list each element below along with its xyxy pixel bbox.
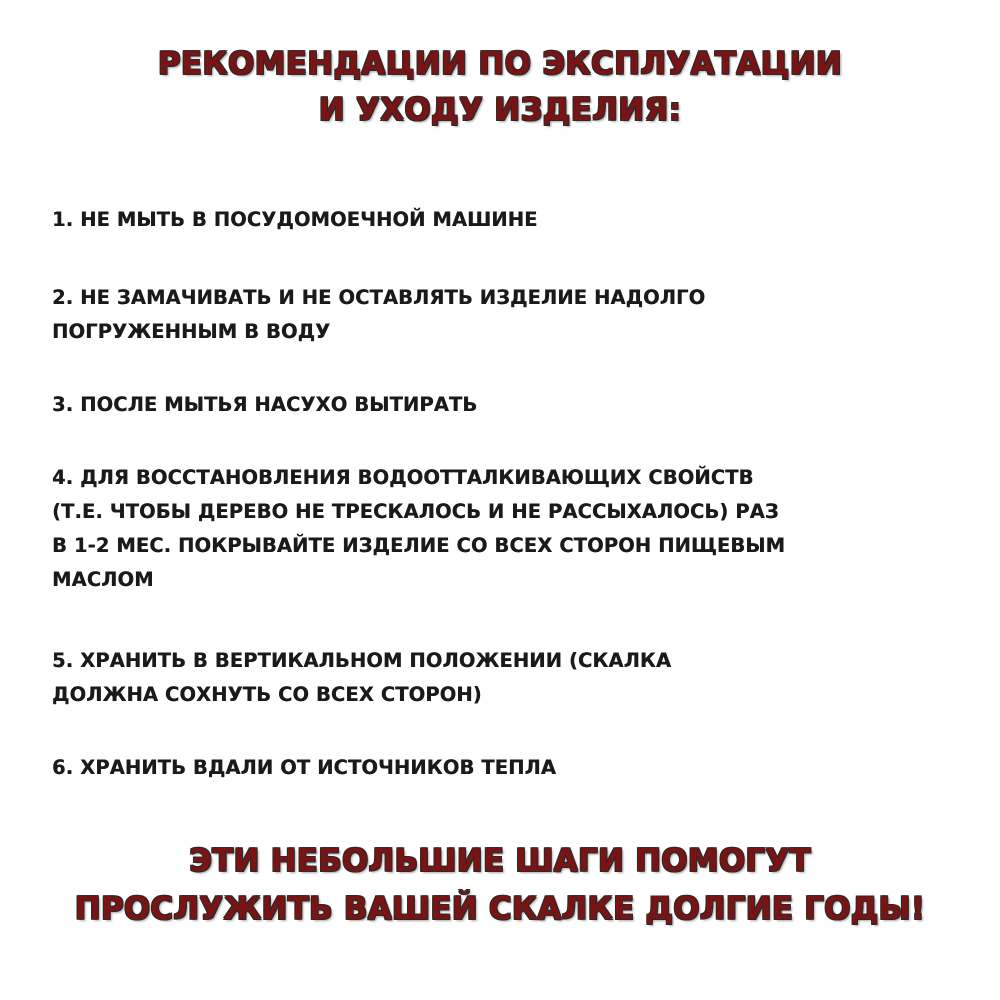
rule-item-4 [52,461,972,597]
title-line-2: И УХОДУ ИЗДЕЛИЯ: [318,92,682,128]
rule-1-line-1: 1. НЕ МЫТЬ В ПОСУДОМОЕЧНОЙ МАШИНЕ [52,208,538,231]
rule-5-line-2: ДОЛЖНА СОХНУТЬ СО ВСЕХ СТОРОН) [52,683,482,706]
rule-2-line-2: ПОГРУЖЕННЫМ В ВОДУ [52,320,331,343]
rule-item-6 [52,751,972,785]
footer-line-1: ЭТИ НЕБОЛЬШИЕ ШАГИ ПОМОГУТ [189,843,811,879]
rule-item-1 [52,203,972,237]
rule-4-line-3: В 1-2 МЕС. ПОКРЫВАЙТЕ ИЗДЕЛИЕ СО ВСЕХ СТОРОН ПИЩЕВЫМ [52,534,786,557]
rule-2-line-1: 2. НЕ ЗАМАЧИВАТЬ И НЕ ОСТАВЛЯТЬ ИЗДЕЛИЕ НАДОЛГО [52,286,706,309]
rule-3-line-1: 3. ПОСЛЕ МЫТЬЯ НАСУХО ВЫТИРАТЬ [52,393,478,416]
rule-5-line-1: 5. ХРАНИТЬ В ВЕРТИКАЛЬНОМ ПОЛОЖЕНИИ (СКАЛКА [52,649,672,672]
rule-item-2 [52,281,972,349]
rule-item-5 [52,644,972,712]
title-line-1: РЕКОМЕНДАЦИИ ПО ЭКСПЛУАТАЦИИ [157,46,843,82]
rule-4-line-4: МАСЛОМ [52,568,154,591]
rule-item-3 [52,388,972,422]
footer-line-2: ПРОСЛУЖИТЬ ВАШЕЙ СКАЛКЕ ДОЛГИЕ ГОДЫ! [74,891,926,927]
rule-6-line-1: 6. ХРАНИТЬ ВДАЛИ ОТ ИСТОЧНИКОВ ТЕПЛА [52,756,556,779]
rule-4-line-2: (Т.Е. ЧТОБЫ ДЕРЕВО НЕ ТРЕСКАЛОСЬ И НЕ РАССЫХАЛОСЬ) РАЗ [52,500,779,523]
rule-4-line-1: 4. ДЛЯ ВОССТАНОВЛЕНИЯ ВОДООТТАЛКИВАЮЩИХ СВОЙСТВ [52,466,754,489]
